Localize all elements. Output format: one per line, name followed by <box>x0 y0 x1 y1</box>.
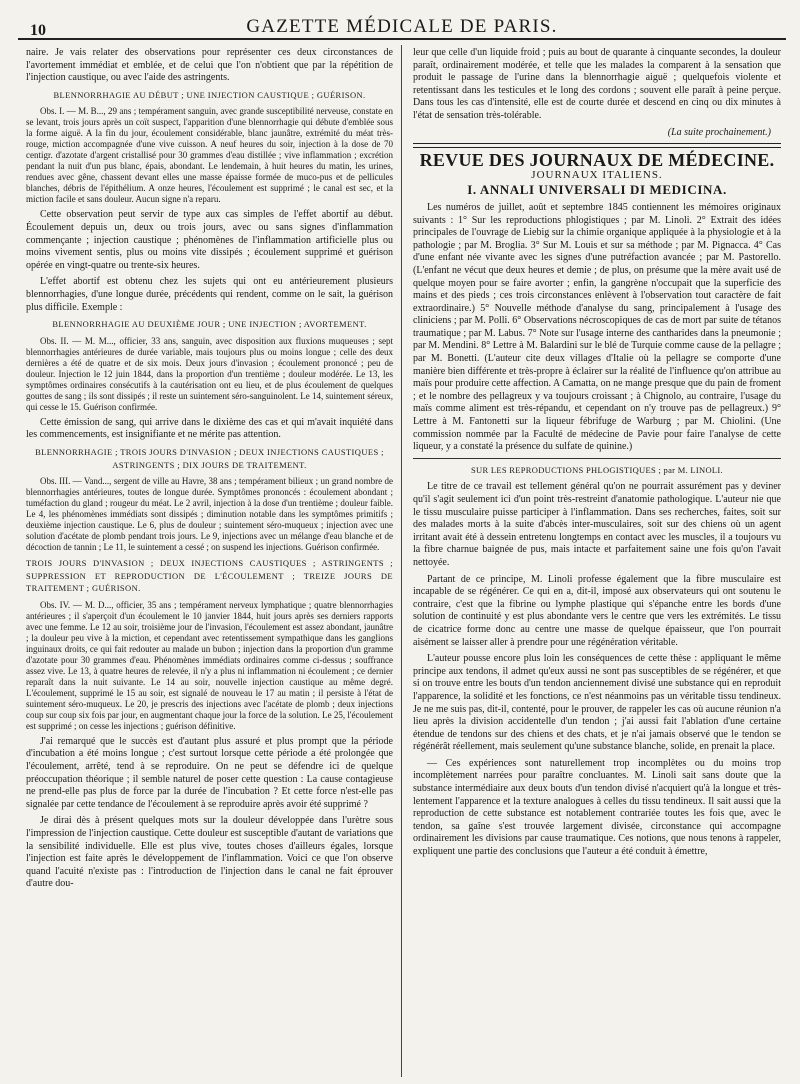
sub-rule <box>413 458 781 459</box>
page-header <box>18 8 786 40</box>
intro-paragraph: naire. Je vais relater des observations pour représenter ces deux circonstances de l'avortement immédiat et emblée, et de celui que l'on n'obtient que par la répétition de l'injection caustique, ou avec l'aide des astringents. <box>26 47 393 84</box>
annali-paragraph-4: L'auteur pousse encore plus loin les conséquences de cette thèse : appliquant le même principe aux tendons, il admet qu'eux aussi ne sont pas susceptibles de se régénérer, et que si on trouve entre les bouts d'un tendon anciennement divisé une substance qui en reproduit l'apparence, la solidité et les fonctions, ce n'est néanmoins pas un véritable tissu tendineux. Je ne me suis pas, dit-il, contenté, pour le prouver, de rappeler les cas où aucune réunion n'a lieu après la division accidentelle d'un tendon ; j'ai aussi fait l'ablation d'une certaine étendue de tendons sur des chiens et des chats, et je n'ai jamais observé que le tendon se régénérât réellement, mais seulement qu'une substance blanche, solide, en prenait la place. <box>413 653 781 753</box>
section-heading-3b: ASTRINGENTS ; DIX JOURS DE TRAITEMENT. <box>112 459 307 470</box>
revue-title: REVUE DES JOURNAUX DE MÉDECINE. <box>419 150 775 171</box>
page-number: 10 <box>30 22 46 39</box>
paragraph-6: Je dirai dès à présent quelques mots sur la douleur développée dans l'urètre sous l'impression de l'injection caustique. Cette douleur est susceptible d'autant de variations que la sensibilité individuelle. Elle est plus vive, toutes choses d'ailleurs égales, lorsque l'injection est faite après le développement de l'inflammation. Voici ce que l'on observe quand l'acuité n'existe pas : l'introduction de l'injection dans le canal ne fait éprouver d'autre dou- <box>26 815 393 890</box>
column-divider <box>401 45 402 1077</box>
observation-2: Obs. II. — M. M..., officier, 33 ans, sanguin, avec disposition aux fluxions muqueuses ; sept blennorrhagies antérieures de durée variable, mais toujours plus ou moins longue ; celle des deux dernières a été de quatre et de six mois. Deux jours d'invasion ; écoulement prononcé ; peu de douleur. Injection le 12 juin 1844, dans la proportion d'un trentième ; douleur modérée. Le 13, les symptômes ordinaires consécutifs à la cautérisation ont eu lieu, et de plus écoulement de quelques gouttes de sang ; ils sont dissipés ; il reste un suintement séro-sanguinolent. Le 14, suintement séreux, qui cesse le 15. Guérison confirmée. <box>26 335 393 412</box>
annali-paragraph-3: Partant de ce principe, M. Linoli professe également que la fibre musculaire est incapable de se régénérer. Ce qui en a, dit-il, imposé aux observateurs qui ont soutenu le contraire, c'est que la fibrine ou lymphe plastique qui s'épanche entre les bords d'une solution de continuité y est plus abondante vers le centre que vers les extrémités. Le tissu de cicatrice forme donc au centre une masse de quelque épaisseur, que l'on pourrait aisément se laisser aller à prendre pour une régénération véritable. <box>413 573 781 648</box>
observation-4: Obs. IV. — M. D..., officier, 35 ans ; tempérament nerveux lymphatique ; quatre blennorrhagies antérieures ; il s'aperçoit d'un écoulement le 10 janvier 1844, huit jours après ses derniers rapports avec une femme. Le 12 au soir, troisième jour de l'invasion, l'écoulement est assez abondant, jaunâtre ; la douleur peu vive à la miction, et cependant avec retentissement sympathique dans les ganglions inguinaux droits, ce qui fait redouter au malade un bubon ; injection dans la proportion d'un gramme d'azotate pour 30 grammes d'eau. Phénomènes immédiats ordinaires comme ci-dessus ; souffrance assez vive. Le 13, à quatre heures de relevée, il n'y a plus ni inflammation ni écoulement ; ce dernier reparaît dans la nuit suivante. Le 14 au soir, nouvelle injection caustique au même degré. L'écoulement, supprimé le 15 au soir, est signalé de nouveau le 17 au matin ; il persiste à l'état de suintement séro-muqueux. Le 20, je prescris des injections avec l'acétate de plomb ; deux injections coup sur coup six fois par jour, en augmentant chaque jour la force de la solution. Le 25, l'écoulement est supprimé ; on cesse les injections ; guérison définitive. <box>26 599 393 731</box>
left-column <box>26 47 393 1077</box>
section-heading-1: BLENNORRHAGIE AU DÉBUT ; UNE INJECTION CAUSTIQUE ; GUÉRISON. <box>53 89 366 100</box>
journaux-italiens-heading: JOURNAUX ITALIENS. <box>531 168 663 181</box>
section-heading-4: TROIS JOURS D'INVASION ; DEUX INJECTIONS CAUSTIQUES ; ASTRINGENTS ; SUPPRESSION ET REPRODUCTION DE L'ÉCOULEMENT ; TREIZE JOURS DE TRAITEMENT ; GUÉRISON. <box>26 558 393 594</box>
right-column <box>413 47 781 1077</box>
paragraph-5: J'ai remarqué que le succès est d'autant plus assuré et plus prompt que la période d'incubation a été moins longue ; c'est surtout lorsque cette période a été prolongée que l'écoulement, arrêté, tend à se reproduire. On ne peut se défendre ici de quelque préoccupation théorique ; il semble naturel de poser cette question : La cause contagieuse ne prend-elle pas plus de force par la durée de l'incubation ? Et cette force n'est-elle pas signalée par cette tendance de l'écoulement à se reproduire après avoir été supprimé ? <box>26 735 393 810</box>
annali-paragraph-5: — Ces expériences sont naturellement trop incomplètes ou du moins trop incomplètement narrées pour paraître concluantes. M. Linoli sait sans doute que la substance intermédiaire aux deux bouts d'un tendon divisé n'acquiert qu'à la longue et très-lentement l'apparence et la texture analogues à celles du tissu tendineux. Il sait aussi que la reproduction de cette substance est notablement contrariée toutes les fois que, avec le tendon, sa gaîne s'est trouvée largement divisée, circonstance qui accompagne ordinairement les divisions par cause traumatique. Ces notions, que nous tenons à rappeler, expliquent une partie des conclusions que l'auteur a été conduit à émettre, <box>413 757 781 858</box>
observation-1: Obs. I. — M. B..., 29 ans ; tempérament sanguin, avec grande susceptibilité nerveuse, constate en se levant, trois jours après un coït suspect, l'apparition d'une blennorrhagie qui débute d'emblée sous la forme aiguë. A la fin du jour, écoulement considérable, blanc jaunâtre, extrémité du méat très-rouge, miction accompagnée d'une vive cuisson. A neuf heures du soir, injection à la dose de 70 centigr. d'azotate d'argent cristallisé pour 30 grammes d'eau distillée ; vive inflammation ; excrétion pendant la nuit d'un pus blanc, épais, abondant. Le lendemain, à huit heures du matin, les urines, rendues avec gêne, chassent devant elles une masse épaisse formée de muco-pus et de pellicules blanches, débris de l'épithélium. A onze heures, l'écoulement est supprimé ; le canal est sec, et la miction facile et sans douleur. Aucun signe n'a reparu. <box>26 106 393 205</box>
paragraph-3: L'effet abortif est obtenu chez les sujets qui ont eu antérieurement plusieurs blennorrhagies, d'une longue durée, précédents qui rendent, comme on le sait, la guérison plus difficile. Exemple : <box>26 276 393 313</box>
annali-paragraph-2: Le titre de ce travail est tellement général qu'on ne pourrait assurément pas y deviner qu'il s'agit seulement ici d'un point très-restreint d'anatomie pathologique. L'auteur nie que le tissu musculaire puisse participer à l'inflammation. Dans ses recherches, faites, soit sur des malades morts à la suite d'abcès inter-musculaires, soit sur des chiens où un agent irritant avait été à dessein entretenu longtemps en contact avec les muscles, il a toujours vu la fibre charnue baignée de pus, mais intacte et parfaitement saine une fois qu'on l'avait nettoyée. <box>413 481 781 568</box>
paragraph-4: Cette émission de sang, qui arrive dans le dixième des cas et qui m'avait inquiété dans les commencements, est insignifiante et ne mérite pas attention. <box>26 416 393 441</box>
section-heading-3a: BLENNORRHAGIE ; TROIS JOURS D'INVASION ; DEUX INJECTIONS CAUSTIQUES ; <box>35 446 384 457</box>
to-be-continued: (La suite prochainement.) <box>667 126 771 138</box>
journal-title: GAZETTE MÉDICALE DE PARIS. <box>246 16 558 37</box>
annali-paragraph-1: Les numéros de juillet, août et septembre 1845 contiennent les mémoires originaux suivants : 1° Sur les reproductions phlogistiques ; par M. Linoli. 2° Extrait des idées principales de l'ouvrage de Liebig sur la chimie organique appliquée à la physiologie et à la pathologie ; par M. Broglia. 3° Sur M. Louis et sur sa méthode ; par M. Pignacca. 4° Cas d'une enfant née vivante avec les signes d'une putréfaction avancée ; par M. Pastorello. (L'enfant ne vécut que deux heures et demie ; de plus, on présume que la mère avait usé de quelque moyen pour se faire avorter ; enfin, la gangrène n'occupait que la superficie des mains et des pieds ; ces trois circonstances enlèvent à l'observation tout caractère de fait extraordinaire.) 5° Nouvelle méthode d'analyse du sang, principalement à l'usage des cliniciens ; par M. Polli. 6° Observations nécroscopiques de cas de mort par suite de tétanos traumatique ; par M. Labus. 7° Note sur l'usage interne des cantharides dans la pneumonie ; par M. Mendini. 8° Lettre à M. Balardini sur le blé de Turquie comme cause de la pellagre ; par M. Bonetti. (L'auteur cite deux villages d'Italie où la pellagre se comporte d'une manière bien différente et très-propre à éclairer sur la réalité de l'influence qu'on attribue au maïs pour produire cette affection. A Camatta, on ne mange presque que du pain de froment ; et le nombre des pellagreux y va toujours croissant ; à Chignolo, au contraire, l'usage du maïs comme aliment est très-répandu, et cependant on n'y trouve pas de pellagreux.) 9° Lettre à M. Fantonetti sur la liqueur fébrifuge de Warburg ; par M. Chiolini. (Une commission nommée par la Faculté de médecine de Pavie pour faire l'analyse de cette liqueur, y a constaté la présence du sulfate de quinine.) <box>413 201 781 453</box>
section-rule <box>413 143 781 148</box>
observation-3: Obs. III. — Vand..., sergent de ville au Havre, 38 ans ; tempérament bilieux ; un grand nombre de blennorrhagies antérieures, toutes de longue durée. Symptômes prononcés : écoulement abondant ; tuméfaction du gland ; rougeur du méat. Le 2 avril, injection à la dose d'un trentième ; douleur faible. Le 4, les phénomènes immédiats sont dissipés ; diminution notable dans les symptômes primitifs ; deuxième injection caustique. Le 6, plus de douleur ; suintement séro-muqueux ; injection avec une solution d'acétate de plomb pendant trois jours. Le 9, injections avec un mélange d'eau blanche et de décoction de tannin ; Le 11, le suintement a cessé ; on suspend les injections. Guérison confirmée. <box>26 476 393 553</box>
annali-heading: I. ANNALI UNIVERSALI DI MEDICINA. <box>467 182 727 198</box>
sub-article-heading: SUR LES REPRODUCTIONS PHLOGISTIQUES ; par M. LINOLI. <box>471 464 723 475</box>
section-heading-2: BLENNORRHAGIE AU DEUXIÈME JOUR ; UNE INJECTION ; AVORTEMENT. <box>52 319 367 330</box>
paragraph-2: Cette observation peut servir de type aux cas simples de l'effet abortif au début. Écoulement depuis un, deux ou trois jours, avec ou sans signes d'inflammation commençante ; injection caustique ; phénomènes de l'inflammation artificielle plus ou moins vivement sentis, plus ou moins vite dissipés ; écoulement supprimé et guérison opérée en vingt-quatre ou trente-six heures. <box>26 209 393 271</box>
continuation-paragraph: leur que celle d'un liquide froid ; puis au bout de quarante à cinquante secondes, la douleur paraît, ordinairement modérée, et telle que les malades la comparent à la sensation que produit le passage de l'urine dans la blennorrhagie aiguë ; quelquefois violente et retentissant dans les testicules et le long des cordons ; souvent elle paraît à peine perçue. Dans tous les cas d'intensité, elle est de courte durée et descend en cinq ou dix minutes à l'état de sensation très-tolérable. <box>413 47 781 121</box>
